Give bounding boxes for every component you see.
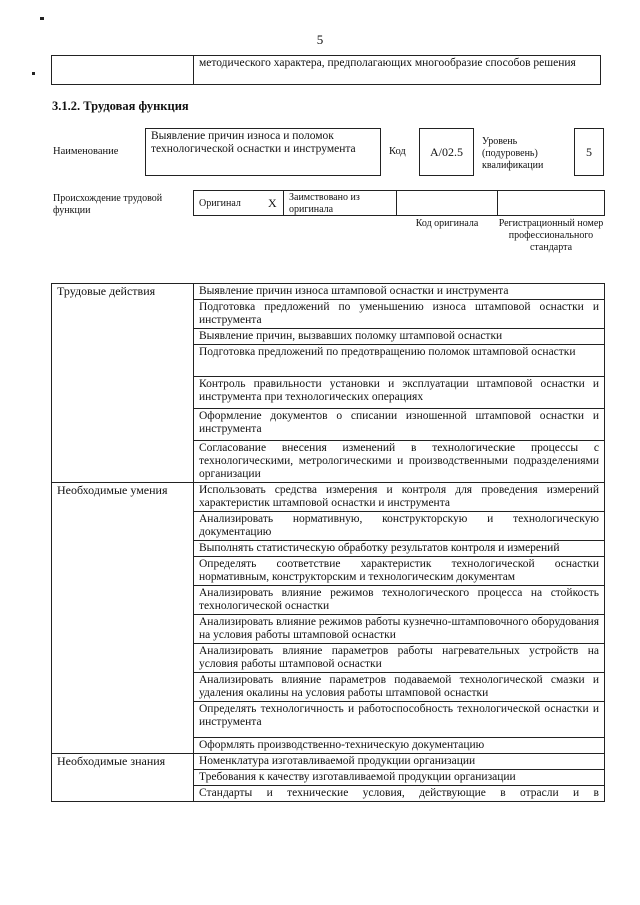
table-cell: Контроль правильности установки и эксплуатации штамповой оснастки и инструмента при технологических операциях (194, 377, 605, 409)
level-value: 5 (574, 128, 604, 176)
table-row (52, 483, 605, 512)
table-cell: Согласование внесения изменений в технологические процессы с технологическими, метрологическими и производственными подразделениями организации (194, 441, 605, 483)
origin-borrowed-cell (283, 190, 397, 216)
code-label: Код (389, 146, 406, 157)
origin-reg-cell (497, 190, 605, 216)
table-cell: Использовать средства измерения и контроля для проведения измерений характеристик штамповой оснастки и инструмента (194, 483, 605, 512)
table-cell: Анализировать нормативную, конструкторскую и технологическую документацию (194, 512, 605, 541)
table-cell: Анализировать влияние режимов технологического процесса на стойкость технологической оснастки (194, 586, 605, 615)
table-cell: Номенклатура изготавливаемой продукции организации (194, 754, 605, 770)
table-cell: Выявление причин износа штамповой оснастки и инструмента (194, 284, 605, 300)
scan-mark (40, 17, 44, 20)
name-label: Наименование (53, 146, 119, 157)
table-cell: Подготовка предложений по предотвращению поломок штамповой оснастки (194, 345, 605, 377)
prev-table-text: методического характера, предполагающих многообразие способов решения (194, 56, 601, 85)
origin-original-cell (193, 190, 284, 216)
original-label: Оригинал (199, 198, 241, 209)
table-cell: Требования к качеству изготавливаемой продукции организации (194, 770, 605, 786)
prev-table-empty-cell (52, 56, 194, 85)
table-cell: Определять соответствие характеристик технологической оснастки нормативным, конструкторским и технологическим документам (194, 557, 605, 586)
table-cell: Выполнять статистическую обработку результатов контроля и измерений (194, 541, 605, 557)
table-cell: Подготовка предложений по уменьшению износа штамповой оснастки и инструмента (194, 300, 605, 329)
table-cell: Анализировать влияние режимов работы кузнечно-штамповочного оборудования на условия работы штамповой оснастки (194, 615, 605, 644)
function-table (51, 283, 605, 802)
origin-label: Происхождение трудовой функции (53, 193, 163, 216)
origin-code-cell (396, 190, 498, 216)
group-title-skills: Необходимые умения (52, 483, 194, 754)
table-row (52, 284, 605, 300)
scan-mark (32, 72, 35, 75)
table-cell: Выявление причин, вызвавших поломку штамповой оснастки (194, 329, 605, 345)
reg-number-label: Регистрационный номер профессионального стандарта (498, 218, 604, 253)
code-original-label: Код оригинала (415, 218, 479, 229)
page-number: 5 (316, 32, 324, 47)
section-title: 3.1.2. Трудовая функция (52, 99, 189, 113)
table-cell: Анализировать влияние параметров работы нагревательных устройств на условия работы штамповой оснастки (194, 644, 605, 673)
table-cell: Стандарты и технические условия, действующие в отрасли и в (194, 786, 605, 802)
table-cell: Оформлять производственно-техническую документацию (194, 738, 605, 754)
code-value: A/02.5 (419, 128, 474, 176)
group-title-knowledge: Необходимые знания (52, 754, 194, 802)
function-name-value: Выявление причин износа и поломок технологической оснастки и инструмента (145, 128, 381, 176)
borrowed-label: Заимствовано из оригинала (289, 192, 360, 215)
table-cell: Определять технологичность и работоспособность технологической оснастки и инструмента (194, 702, 605, 738)
level-label: Уровень (подуровень) квалификации (482, 136, 544, 171)
group-title-labor-actions: Трудовые действия (52, 284, 194, 483)
prev-table (51, 55, 601, 85)
original-mark: X (268, 196, 277, 210)
table-cell: Оформление документов о списании изношенной штамповой оснастки и инструмента (194, 409, 605, 441)
table-cell: Анализировать влияние параметров подаваемой технологической смазки и удаления окалины на условия работы штамповой оснастки (194, 673, 605, 702)
table-row (52, 754, 605, 770)
